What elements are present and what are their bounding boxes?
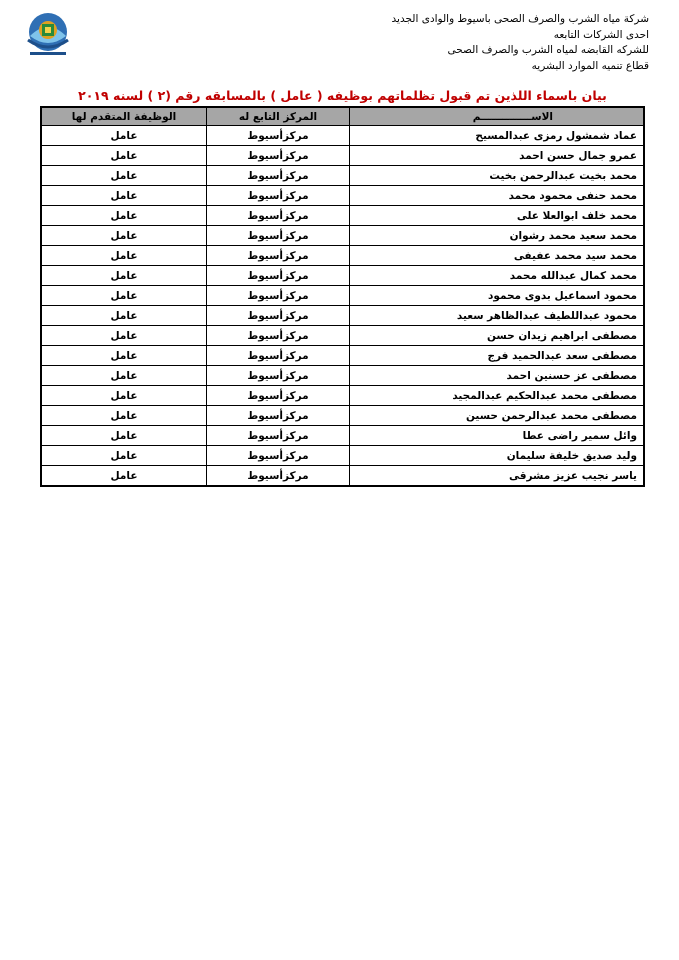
table-row: [41, 186, 644, 206]
table-row: [41, 406, 644, 426]
applicant-name-cell: مصطفى ابراهيم زيدان حسن: [350, 326, 645, 346]
center-cell: مركزأسيوط: [207, 126, 350, 146]
table-row: [41, 286, 644, 306]
job-cell: عامل: [41, 426, 207, 446]
center-cell: مركزأسيوط: [207, 466, 350, 487]
job-cell: عامل: [41, 326, 207, 346]
center-cell: مركزأسيوط: [207, 386, 350, 406]
job-cell: عامل: [41, 466, 207, 487]
applicant-name-cell: عماد شمشول رمزى عبدالمسيح: [350, 126, 645, 146]
column-header-center: المركز التابع له: [207, 107, 350, 126]
header-line-company: شركة مياه الشرب والصرف الصحى باسيوط والوادى الجديد: [391, 13, 649, 25]
applicant-name-cell: مصطفى عز حسنين احمد: [350, 366, 645, 386]
document-title: بيان باسماء اللذين تم قبول تظلماتهم بوظيفه ( عامل ) بالمسابقه رقم (٢ ) لسنه ٢٠١٩: [78, 88, 607, 103]
table-row: [41, 446, 644, 466]
center-cell: مركزأسيوط: [207, 186, 350, 206]
table-body: [41, 126, 644, 487]
table-row: [41, 226, 644, 246]
center-cell: مركزأسيوط: [207, 326, 350, 346]
table-row: [41, 126, 644, 146]
table-row: [41, 366, 644, 386]
center-cell: مركزأسيوط: [207, 426, 350, 446]
applicant-name-cell: ياسر نجيب عزيز مشرقى: [350, 466, 645, 487]
company-logo-icon: [24, 10, 72, 58]
table-row: [41, 466, 644, 487]
applicant-name-cell: مصطفى سعد عبدالحميد فرج: [350, 346, 645, 366]
table-row: [41, 246, 644, 266]
center-cell: مركزأسيوط: [207, 346, 350, 366]
applicant-name-cell: محمود عبداللطيف عبدالظاهر سعيد: [350, 306, 645, 326]
job-cell: عامل: [41, 226, 207, 246]
header-line-sector: قطاع تنميه الموارد البشريه: [531, 59, 649, 72]
table-row: [41, 306, 644, 326]
applicant-name-cell: محمد كمال عبدالله محمد: [350, 266, 645, 286]
applicant-name-cell: وليد صديق خليفة سليمان: [350, 446, 645, 466]
header-line-affiliate: احدى الشركات التابعه: [553, 28, 649, 41]
center-cell: مركزأسيوط: [207, 166, 350, 186]
table-row: [41, 426, 644, 446]
table-row: [41, 266, 644, 286]
job-cell: عامل: [41, 346, 207, 366]
applicant-name-cell: محمد سيد محمد عفيفى: [350, 246, 645, 266]
center-cell: مركزأسيوط: [207, 226, 350, 246]
center-cell: مركزأسيوط: [207, 286, 350, 306]
header-line-holding: للشركه القابضه لمياه الشرب والصرف الصحى: [447, 44, 649, 56]
center-cell: مركزأسيوط: [207, 266, 350, 286]
applicant-name-cell: وائل سمير راضى عطا: [350, 426, 645, 446]
table-row: [41, 326, 644, 346]
applicant-name-cell: محمد بخيت عبدالرحمن بخيت: [350, 166, 645, 186]
applicant-name-cell: عمرو جمال حسن احمد: [350, 146, 645, 166]
center-cell: مركزأسيوط: [207, 246, 350, 266]
table-row: [41, 346, 644, 366]
table-row: [41, 166, 644, 186]
applicant-name-cell: محمد حنفى محمود محمد: [350, 186, 645, 206]
job-cell: عامل: [41, 186, 207, 206]
job-cell: عامل: [41, 406, 207, 426]
applicant-name-cell: مصطفى محمد عبدالحكيم عبدالمجيد: [350, 386, 645, 406]
job-cell: عامل: [41, 286, 207, 306]
center-cell: مركزأسيوط: [207, 406, 350, 426]
center-cell: مركزأسيوط: [207, 146, 350, 166]
center-cell: مركزأسيوط: [207, 306, 350, 326]
job-cell: عامل: [41, 366, 207, 386]
job-cell: عامل: [41, 166, 207, 186]
job-cell: عامل: [41, 126, 207, 146]
column-header-name: الاســــــــــــــم: [350, 107, 645, 126]
job-cell: عامل: [41, 246, 207, 266]
job-cell: عامل: [41, 446, 207, 466]
table-row: [41, 206, 644, 226]
applicant-name-cell: محمد خلف ابوالعلا على: [350, 206, 645, 226]
job-cell: عامل: [41, 266, 207, 286]
job-cell: عامل: [41, 306, 207, 326]
applicant-name-cell: محمود اسماعيل بدوى محمود: [350, 286, 645, 306]
center-cell: مركزأسيوط: [207, 366, 350, 386]
job-cell: عامل: [41, 146, 207, 166]
applicant-name-cell: محمد سعيد محمد رشوان: [350, 226, 645, 246]
center-cell: مركزأسيوط: [207, 446, 350, 466]
column-header-job: الوظيفة المتقدم لها: [41, 107, 207, 126]
organization-header: [349, 12, 649, 74]
applicant-name-cell: مصطفى محمد عبدالرحمن حسين: [350, 406, 645, 426]
table-header-row: [41, 107, 644, 126]
accepted-applicants-table: [40, 106, 645, 487]
table-row: [41, 146, 644, 166]
table-row: [41, 386, 644, 406]
job-cell: عامل: [41, 206, 207, 226]
job-cell: عامل: [41, 386, 207, 406]
center-cell: مركزأسيوط: [207, 206, 350, 226]
